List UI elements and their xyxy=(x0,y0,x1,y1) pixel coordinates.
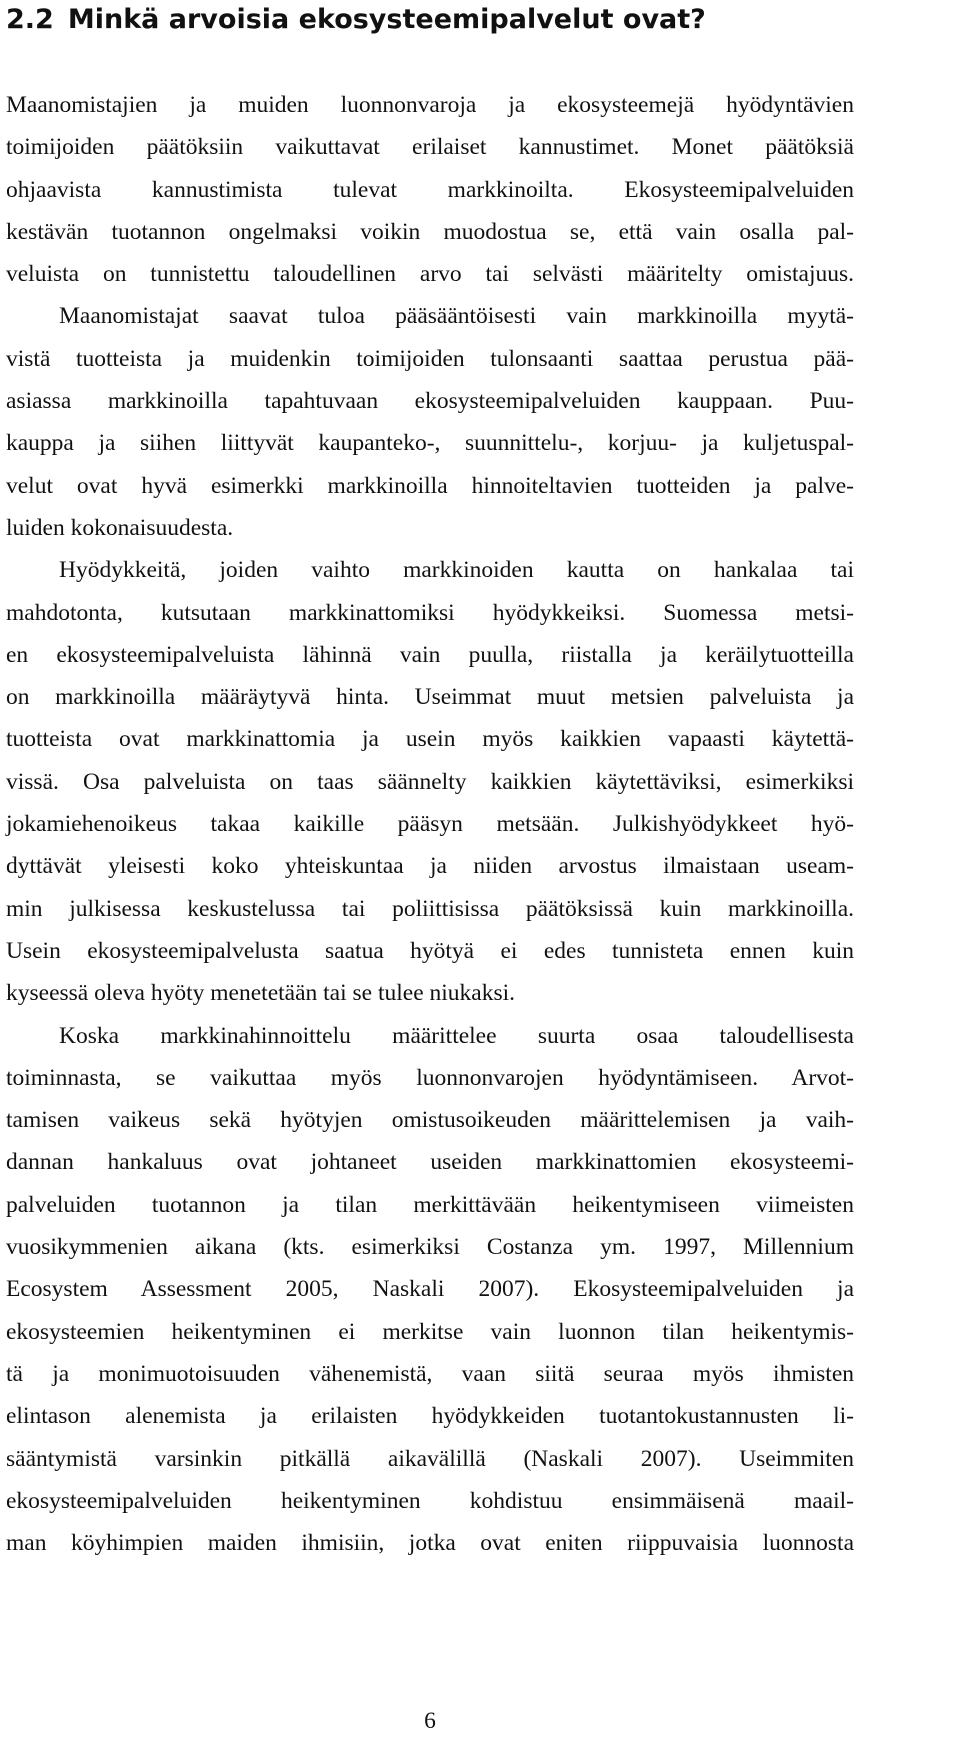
text-line: tamisen vaikeus sekä hyötyjen omistusoikeuden määrittelemisen ja vaih- xyxy=(6,1107,854,1134)
text-line: en ekosysteemipalveluista lähinnä vain puulla, riistalla ja keräilytuotteilla xyxy=(6,641,854,668)
text-line: jokamiehenoikeus takaa kaikille pääsyn metsään. Julkishyödykkeet hyö- xyxy=(6,811,854,838)
page-number: 6 xyxy=(424,1708,436,1734)
text-line: dyttävät yleisesti koko yhteiskuntaa ja niiden arvostus ilmaistaan useam- xyxy=(6,853,854,880)
text-line: kestävän tuotannon ongelmaksi voikin muodostua se, että vain osalla pal- xyxy=(6,218,854,245)
text-line: vissä. Osa palveluista on taas säännelty kaikkien käytettäviksi, esimerkiksi xyxy=(6,768,854,795)
text-line: veluista on tunnistettu taloudellinen arvo tai selvästi määritelty omistajuus. xyxy=(6,261,854,288)
text-line: Maanomistajien ja muiden luonnonvaroja ja ekosysteemejä hyödyntävien xyxy=(6,92,854,118)
text-line: kauppa ja siihen liittyvät kaupanteko-, suunnittelu-, korjuu- ja kuljetuspal- xyxy=(6,430,854,457)
text-line: elintason alenemista ja erilaisten hyödykkeiden tuotantokustannusten li- xyxy=(6,1403,854,1430)
text-line: Maanomistajat saavat tuloa pääsääntöisesti vain markkinoilla myytä- xyxy=(59,303,854,330)
text-line: min julkisessa keskustelussa tai poliittisissa päätöksissä kuin markkinoilla. xyxy=(6,895,854,922)
text-line: on markkinoilla määräytyvä hinta. Useimmat muut metsien palveluista ja xyxy=(6,684,854,711)
text-line: tä ja monimuotoisuuden vähenemistä, vaan siitä seuraa myös ihmisten xyxy=(6,1360,854,1387)
text-line: vuosikymmenien aikana (kts. esimerkiksi Costanza ym. 1997, Millennium xyxy=(6,1234,854,1261)
text-line: man köyhimpien maiden ihmisiin, jotka ovat eniten riippuvaisia luonnosta xyxy=(6,1530,854,1557)
section-number: 2.2 xyxy=(6,4,54,35)
text-line: mahdotonta, kutsutaan markkinattomiksi hyödykkeiksi. Suomessa metsi- xyxy=(6,599,854,626)
text-line: toiminnasta, se vaikuttaa myös luonnonvarojen hyödyntämiseen. Arvot- xyxy=(6,1064,854,1091)
text-line: Hyödykkeitä, joiden vaihto markkinoiden kautta on hankalaa tai xyxy=(59,557,854,584)
text-line: luiden kokonaisuudesta. xyxy=(6,514,234,541)
text-line: asiassa markkinoilla tapahtuvaan ekosysteemipalveluiden kauppaan. Puu- xyxy=(6,388,854,415)
text-line: toimijoiden päätöksiin vaikuttavat erilaiset kannustimet. Monet päätöksiä xyxy=(6,134,854,161)
text-line: palveluiden tuotannon ja tilan merkittävään heikentymiseen viimeisten xyxy=(6,1191,854,1218)
text-line: Usein ekosysteemipalvelusta saatua hyötyä ei edes tunnisteta ennen kuin xyxy=(6,937,854,964)
text-line: velut ovat hyvä esimerkki markkinoilla hinnoiteltavien tuotteiden ja palve- xyxy=(6,472,854,499)
text-line: kyseessä oleva hyöty menetetään tai se tulee niukaksi. xyxy=(6,980,516,1007)
text-line: dannan hankaluus ovat johtaneet useiden markkinattomien ekosysteemi- xyxy=(6,1149,854,1176)
section-title: Minkä arvoisia ekosysteemipalvelut ovat? xyxy=(67,4,706,35)
text-line: ohjaavista kannustimista tulevat markkinoilta. Ekosysteemipalveluiden xyxy=(6,176,854,203)
text-line: vistä tuotteista ja muidenkin toimijoiden tulonsaanti saattaa perustua pää- xyxy=(6,345,854,372)
section-heading xyxy=(6,0,706,40)
text-line: Ecosystem Assessment 2005, Naskali 2007). Ekosysteemipalveluiden ja xyxy=(6,1276,854,1303)
text-line: ekosysteemien heikentyminen ei merkitse vain luonnon tilan heikentymis- xyxy=(6,1318,854,1345)
text-line: ekosysteemipalveluiden heikentyminen kohdistuu ensimmäisenä maail- xyxy=(6,1487,854,1514)
text-line: Koska markkinahinnoittelu määrittelee suurta osaa taloudellisesta xyxy=(59,1022,854,1049)
body-text xyxy=(6,84,854,1564)
text-line: tuotteista ovat markkinattomia ja usein myös kaikkien vapaasti käytettä- xyxy=(6,726,854,753)
text-line: sääntymistä varsinkin pitkällä aikavälillä (Naskali 2007). Useimmiten xyxy=(6,1445,854,1472)
